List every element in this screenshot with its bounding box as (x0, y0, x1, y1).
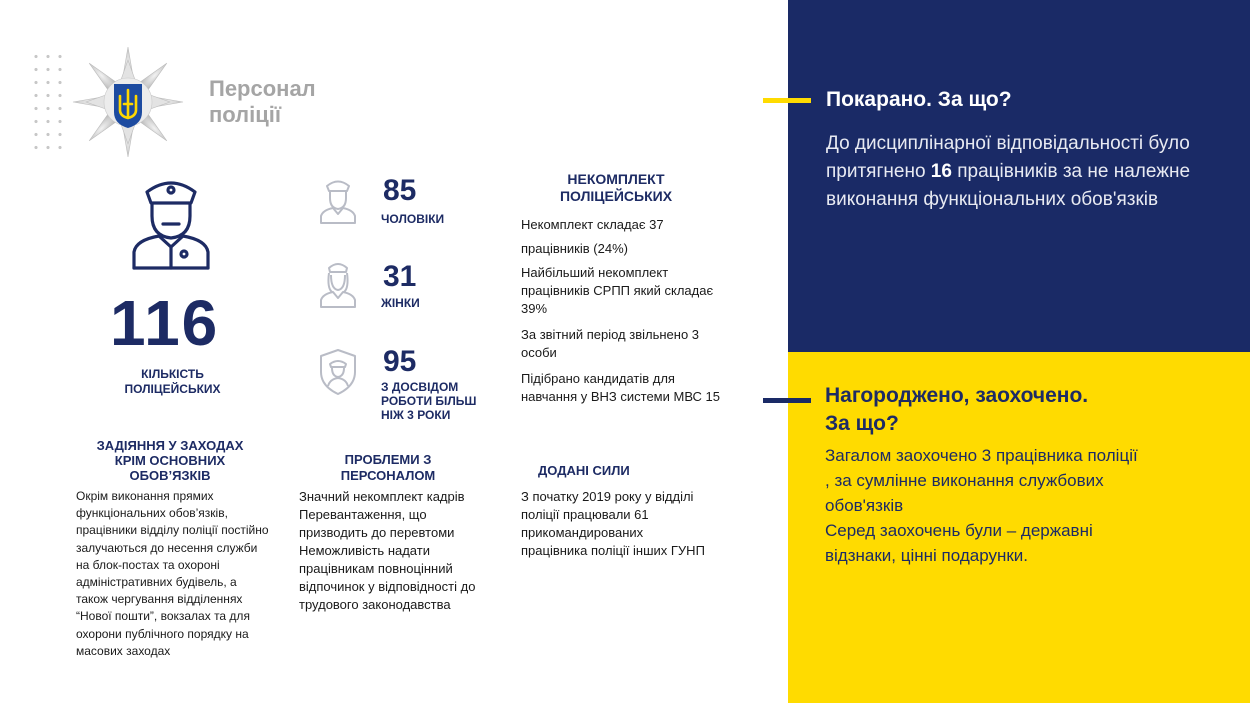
punished-heading: Покарано. За що? (826, 88, 1012, 111)
problems-title-line2: ПЕРСОНАЛОМ (340, 468, 436, 483)
male-count: 85 (383, 174, 417, 207)
problems-item: Неможливість надати працівникам повноцінний відпочинок у відповідності до трудового законодавства (299, 543, 476, 612)
shortage-title-line2: ПОЛІЦЕЙСЬКИХ (559, 188, 673, 204)
male-officer-icon (318, 176, 358, 224)
page-title-line1: Персонал (209, 76, 316, 101)
experience-label-line2: РОБОТИ БІЛЬШ (381, 394, 477, 408)
problems-list (299, 488, 489, 614)
punished-text-part: До дисциплінарної відповідальності було притягнено (826, 133, 1190, 182)
total-police-label-line2: ПОЛІЦЕЙСЬКИХ (124, 382, 221, 396)
badge-officer-icon (318, 348, 358, 396)
shortage-p1b: працівників (24%) (521, 241, 628, 256)
police-star-emblem-icon (72, 46, 184, 158)
rewarded-text2: Серед заохочень були – державні відзнаки, цінні подарунки. (825, 521, 1093, 565)
rewarded-heading-line1: Нагороджено, заохочено. (825, 384, 1089, 407)
problems-title-line1: ПРОБЛЕМИ З (344, 452, 432, 467)
duties-title-line3: ОБОВ’ЯЗКІВ (129, 468, 211, 483)
problems-item: Перевантаження, що призводить до перевтоми (299, 507, 455, 540)
punished-count: 16 (930, 161, 952, 182)
added-forces-title: ДОДАНІ СИЛИ (538, 463, 630, 478)
shortage-p2: Найбільший некомплект працівників СРПП який складає 39% (521, 265, 714, 316)
female-officer-icon (318, 258, 358, 308)
duties-title-line1: ЗАДІЯННЯ У ЗАХОДАХ (96, 438, 244, 453)
duties-title-line2: КРІМ ОСНОВНИХ (114, 453, 226, 468)
shortage-text (521, 216, 721, 406)
female-label: ЖІНКИ (381, 296, 420, 310)
rewarded-text (825, 443, 1145, 568)
total-police-count: 116 (110, 287, 220, 359)
rewarded-heading-line2: За що? (825, 412, 899, 435)
experience-label-line1: З ДОСВІДОМ (381, 380, 459, 394)
rewarded-heading (825, 382, 1088, 438)
total-police-label (110, 367, 235, 397)
shortage-p4: Підібрано кандидатів для навчання у ВНЗ системи МВС 15 (521, 371, 721, 404)
shortage-title (516, 171, 716, 205)
policeman-icon (130, 174, 212, 270)
added-forces-text: З початку 2019 року у відділі поліції працювали 61 прикомандированих працівника поліції інших ГУНП (521, 489, 705, 558)
duties-title (76, 438, 264, 483)
punished-accent-bar (763, 98, 811, 103)
female-count: 31 (383, 260, 417, 293)
shortage-p1a: Некомплект складає 37 (521, 217, 664, 232)
total-police-label-line1: КІЛЬКІСТЬ (141, 367, 204, 381)
experience-label-line3: НІЖ 3 РОКИ (381, 408, 451, 422)
problems-title (300, 452, 476, 484)
rewarded-text1: Загалом заохочено 3 працівника поліції , за сумлінне виконання службових обов'язків (825, 446, 1138, 515)
shortage-title-line1: НЕКОМПЛЕКТ (567, 171, 665, 187)
rewarded-accent-bar (763, 398, 811, 403)
experience-label (381, 380, 477, 422)
punished-text-part: працівників за не належне виконання функціональних обов'язків (826, 161, 1191, 210)
page-title-line2: поліції (209, 102, 282, 127)
punished-text (826, 130, 1226, 214)
decorative-dots (30, 50, 66, 154)
problems-item: Значний некомплект кадрів (299, 489, 465, 504)
male-label: ЧОЛОВІКИ (381, 212, 445, 226)
shortage-p3: За звітний період звільнено 3 особи (521, 327, 700, 360)
page-title (209, 76, 316, 128)
experience-count: 95 (383, 345, 417, 378)
duties-text: Окрім виконання прямих функціональних обов’язків, працівники відділу поліції постійно залучаються до несення служби на блок-постах та охороні адміністративних будівель, а також чергування відділеннях “Нової пошти”, вокзалах та для охорони публічного порядку на масових заходах (76, 489, 269, 658)
